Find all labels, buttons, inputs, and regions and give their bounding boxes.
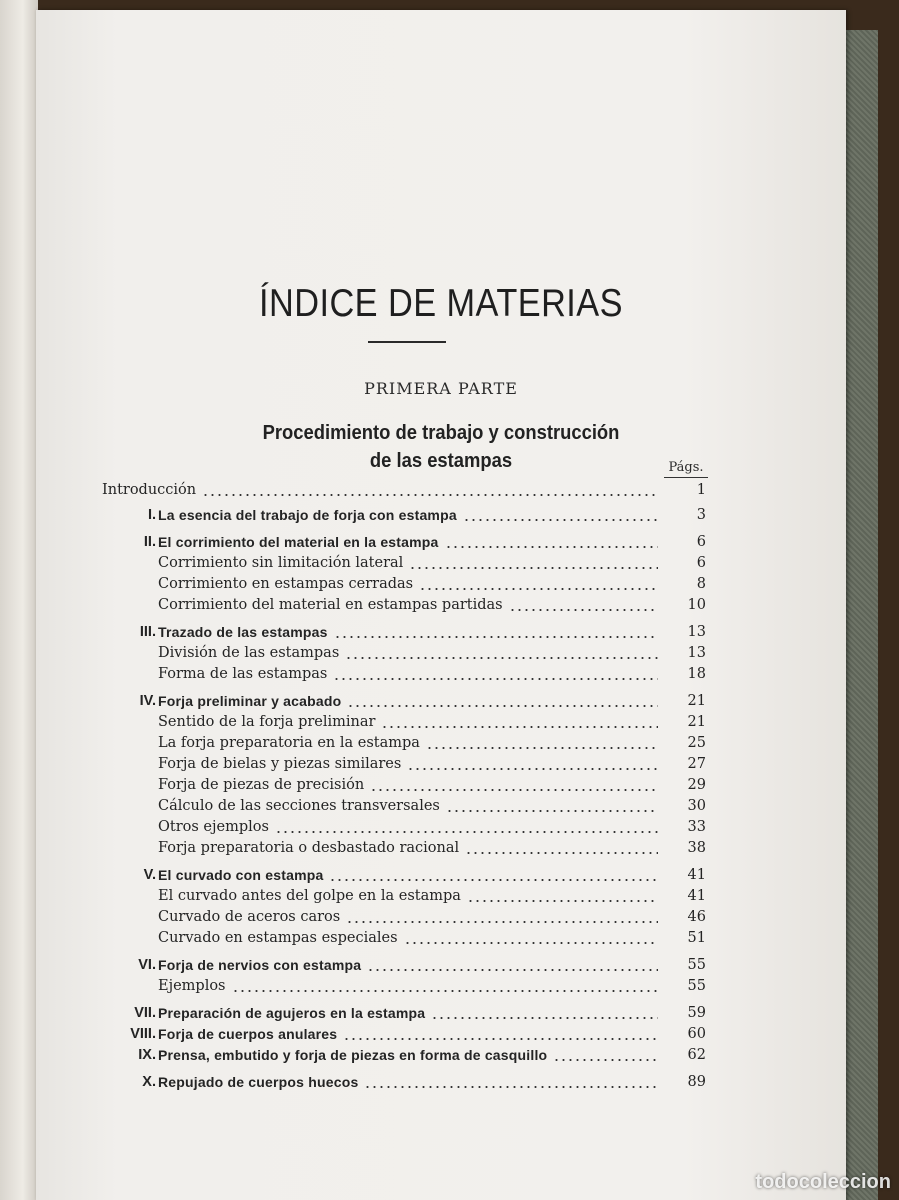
dot-leader (553, 1059, 658, 1061)
dot-leader (465, 852, 658, 854)
page-number: 18 (687, 666, 706, 682)
page-number: 41 (687, 888, 706, 904)
entry-title: El curvado con estampa (158, 867, 324, 883)
dot-leader (343, 1038, 658, 1040)
entry-title: Sentido de la forja preliminar (158, 714, 376, 730)
chapter-number: I. (147, 507, 156, 523)
dot-leader (232, 990, 658, 992)
page-number: 8 (696, 576, 706, 592)
page-number: 89 (687, 1074, 706, 1090)
page-number: 41 (687, 867, 706, 883)
pages-column-header: Págs. (664, 460, 708, 478)
facing-page-edge (0, 0, 38, 1200)
chapter-number: V. (143, 867, 156, 883)
page-number: 46 (687, 909, 706, 925)
page-number: 29 (687, 777, 706, 793)
entry-title: Curvado en estampas especiales (158, 930, 398, 946)
page-number: 55 (687, 957, 706, 973)
page-number: 1 (696, 482, 706, 498)
toc-entry (36, 754, 846, 774)
entry-title: Corrimiento sin limitación lateral (158, 555, 404, 571)
subtitle-line-2: de las estampas (369, 450, 513, 472)
page-number: 6 (696, 555, 706, 571)
page-number: 27 (687, 756, 706, 772)
watermark: todocoleccion (755, 1171, 891, 1193)
page-number: 38 (687, 840, 706, 856)
entry-title: Forja de nervios con estampa (158, 957, 362, 973)
toc-entry (36, 955, 846, 975)
entry-title: Repujado de cuerpos huecos (158, 1074, 359, 1090)
dot-leader (346, 921, 658, 923)
toc-entry (36, 622, 846, 642)
page-number: 21 (687, 714, 706, 730)
title-rule (368, 341, 446, 343)
chapter-number: III. (139, 624, 156, 640)
chapter-number: IV. (139, 693, 156, 709)
page-number: 59 (687, 1005, 706, 1021)
chapter-number: X. (142, 1074, 156, 1090)
dot-leader (329, 879, 658, 881)
page-number: 33 (687, 819, 706, 835)
toc-entry (36, 1045, 846, 1065)
toc-entry (36, 976, 846, 996)
entry-title: Cálculo de las secciones transversales (158, 798, 440, 814)
entry-title: Otros ejemplos (158, 819, 269, 835)
toc-entry (36, 664, 846, 684)
dot-leader (431, 1017, 658, 1019)
page-number: 3 (696, 507, 706, 523)
entry-title: El curvado antes del golpe en la estampa (158, 888, 461, 904)
part-label: PRIMERA PARTE (364, 379, 518, 398)
page-number: 55 (687, 978, 706, 994)
page-number: 62 (687, 1047, 706, 1063)
entry-title: Forja de piezas de precisión (158, 777, 365, 793)
toc-entry (36, 712, 846, 732)
entry-title: Forja preparatoria o desbastado racional (158, 840, 460, 856)
entry-title: Introducción (102, 482, 197, 498)
subtitle-line-1: Procedimiento de trabajo y construcción (262, 422, 620, 444)
toc-entry (36, 1024, 846, 1044)
page-number: 51 (687, 930, 706, 946)
toc-entry (36, 643, 846, 663)
chapter-number: IX. (138, 1047, 156, 1063)
entry-title: La forja preparatoria en la estampa (158, 735, 420, 751)
toc-entry (36, 691, 846, 711)
dot-leader (364, 1086, 658, 1088)
entry-title: Ejemplos (158, 978, 226, 994)
dot-leader (409, 567, 658, 569)
page-number: 30 (687, 798, 706, 814)
dot-leader (419, 588, 658, 590)
dot-leader (509, 609, 658, 611)
entry-title: Prensa, embutido y forja de piezas en forma de casquillo (158, 1047, 548, 1063)
toc-entry (36, 532, 846, 552)
toc-entry (36, 1072, 846, 1092)
entry-title: Corrimiento en estampas cerradas (158, 576, 414, 592)
entry-title: Preparación de agujeros en la estampa (158, 1005, 426, 1021)
entry-title: División de las estampas (158, 645, 340, 661)
entry-title: Forja preliminar y acabado (158, 693, 342, 709)
page-number: 21 (687, 693, 706, 709)
entry-title: Curvado de aceros caros (158, 909, 341, 925)
dot-leader (407, 768, 658, 770)
toc-entry (36, 733, 846, 753)
dot-leader (446, 810, 658, 812)
chapter-number: II. (143, 534, 156, 550)
toc-entry (36, 796, 846, 816)
toc-entry (36, 505, 846, 525)
toc-entry (36, 907, 846, 927)
dot-leader (426, 747, 658, 749)
toc-entry (36, 886, 846, 906)
entry-title: Forja de cuerpos anulares (158, 1026, 338, 1042)
toc-entry (36, 595, 846, 615)
dot-leader (333, 678, 658, 680)
dot-leader (367, 969, 658, 971)
page-number: 60 (687, 1026, 706, 1042)
toc-entry (36, 1003, 846, 1023)
page-number: 13 (687, 645, 706, 661)
dot-leader (334, 636, 658, 638)
entry-title: El corrimiento del material en la estampa (158, 534, 439, 550)
chapter-number: VIII. (130, 1026, 156, 1042)
toc-entry (36, 775, 846, 795)
chapter-number: VI. (138, 957, 156, 973)
page-number: 10 (687, 597, 706, 613)
dot-leader (463, 519, 658, 521)
toc-entry (36, 553, 846, 573)
page-number: 6 (696, 534, 706, 550)
dot-leader (467, 900, 658, 902)
toc-entry (36, 838, 846, 858)
entry-title: Trazado de las estampas (158, 624, 328, 640)
page-title: ÍNDICE DE MATERIAS (259, 282, 623, 325)
toc-entry (36, 480, 846, 500)
toc-entry (36, 574, 846, 594)
dot-leader (202, 494, 658, 496)
dot-leader (370, 789, 658, 791)
toc-entry (36, 928, 846, 948)
entry-title: La esencia del trabajo de forja con estampa (158, 507, 457, 523)
entry-title: Forma de las estampas (158, 666, 328, 682)
dot-leader (381, 726, 658, 728)
dot-leader (445, 546, 658, 548)
chapter-number: VII. (134, 1005, 156, 1021)
toc-entry (36, 817, 846, 837)
dot-leader (275, 831, 658, 833)
page-number: 13 (687, 624, 706, 640)
toc-entry (36, 865, 846, 885)
page-number: 25 (687, 735, 706, 751)
entry-title: Forja de bielas y piezas similares (158, 756, 402, 772)
dot-leader (345, 657, 658, 659)
book-page (36, 10, 846, 1200)
entry-title: Corrimiento del material en estampas partidas (158, 597, 503, 613)
dot-leader (404, 942, 658, 944)
dot-leader (347, 705, 658, 707)
